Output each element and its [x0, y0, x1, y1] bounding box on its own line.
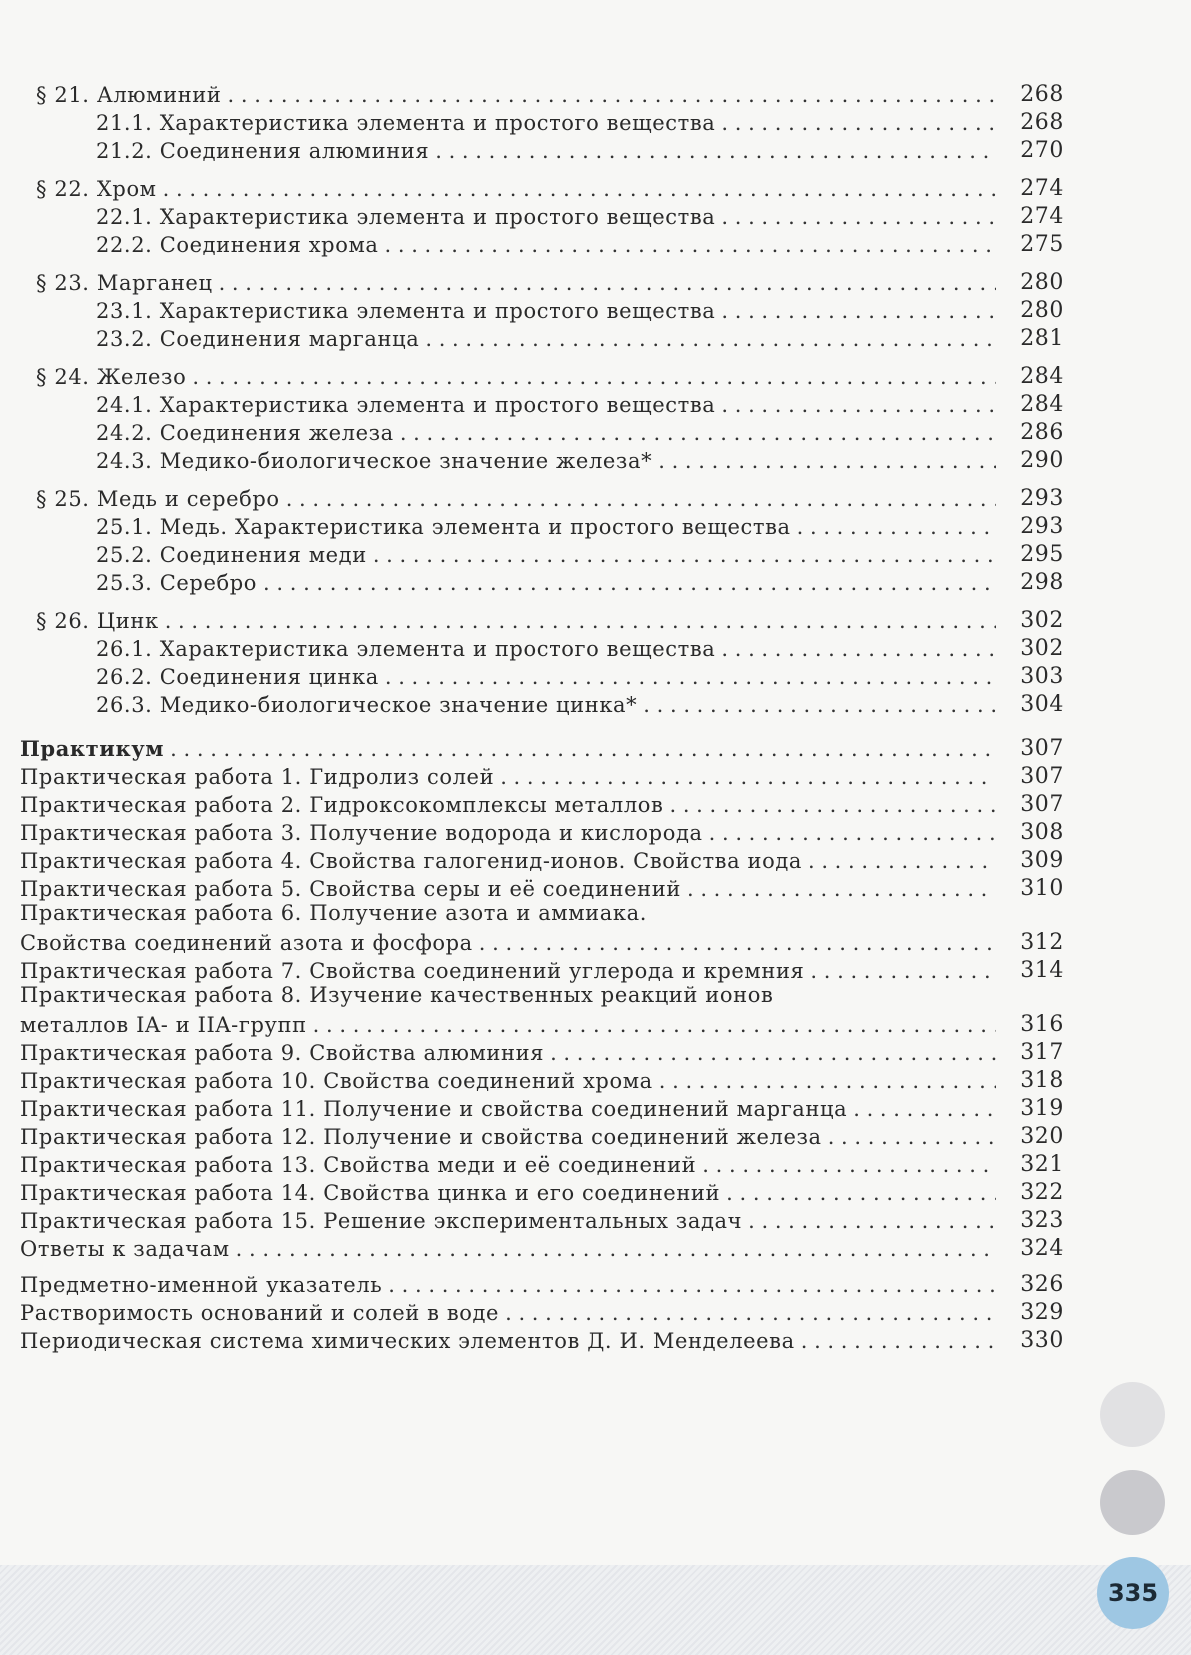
toc-entry-21-2[interactable]	[96, 138, 1064, 164]
dot-leader	[658, 448, 996, 474]
entry-page: 320	[1020, 1124, 1064, 1149]
entry-title: 26.2. Соединения цинка	[96, 665, 379, 689]
entry-title: 24.2. Соединения железа	[96, 421, 394, 445]
footer-band	[0, 1565, 1191, 1655]
toc-entry-21-1[interactable]	[96, 110, 1064, 136]
toc-entry-practicum[interactable]	[20, 736, 1064, 762]
entry-page: 290	[1020, 448, 1064, 473]
entry-title: 23.1. Характеристика элемента и простого вещества	[96, 299, 716, 323]
entry-title: Практикум	[20, 736, 165, 761]
dot-leader	[500, 764, 996, 790]
dot-leader	[505, 1300, 996, 1326]
entry-title: Предметно-именной указатель	[20, 1273, 383, 1297]
dot-leader	[425, 326, 996, 352]
toc-entry-22-1[interactable]	[96, 204, 1064, 230]
entry-page: 319	[1020, 1096, 1064, 1121]
entry-title: 25.2. Соединения меди	[96, 543, 367, 567]
toc-entry-practical-work-4[interactable]	[20, 848, 1064, 874]
toc-entry-practical-work-9[interactable]	[20, 1040, 1064, 1066]
dot-leader	[669, 792, 996, 818]
entry-title: Практическая работа 15. Решение экспериментальных задач	[20, 1209, 743, 1233]
entry-page: 307	[1020, 764, 1064, 789]
entry-page: 317	[1020, 1040, 1064, 1065]
dot-leader	[721, 204, 996, 230]
toc-entry-25-2[interactable]	[96, 542, 1064, 568]
toc-entry-25-1[interactable]	[96, 514, 1064, 540]
entry-page: 274	[1020, 176, 1064, 201]
entry-title: Практическая работа 3. Получение водорода и кислорода	[20, 821, 703, 845]
toc-entry-section-22[interactable]	[36, 176, 1064, 202]
entry-title: § 26. Цинк	[36, 609, 159, 633]
entry-title: § 24. Железо	[36, 365, 187, 389]
entry-title: 22.2. Соединения хрома	[96, 233, 379, 257]
dot-leader	[236, 1236, 996, 1262]
dot-leader	[643, 692, 996, 718]
dot-leader	[435, 138, 996, 164]
entry-title: Свойства соединений азота и фосфора	[20, 931, 473, 955]
dot-leader	[709, 820, 996, 846]
entry-page: 314	[1020, 958, 1064, 983]
dot-leader	[385, 664, 996, 690]
entry-title: металлов IA- и IIA-групп	[20, 1013, 307, 1037]
entry-title: Практическая работа 2. Гидроксокомплексы металлов	[20, 793, 664, 817]
toc-entry-practical-work-2[interactable]	[20, 792, 1064, 818]
entry-page: 307	[1020, 736, 1064, 761]
dot-leader	[687, 876, 996, 902]
entry-title: Практическая работа 5. Свойства серы и её соединений	[20, 877, 681, 901]
entry-title: 26.3. Медико-биологическое значение цинка*	[96, 693, 638, 717]
dot-leader	[659, 1068, 996, 1094]
entry-page: 268	[1020, 110, 1064, 135]
entry-page: 280	[1020, 298, 1064, 323]
practical-work-6-title-line: Практическая работа 6. Получение азота и аммиака.	[20, 901, 648, 925]
toc-entry-section-26[interactable]	[36, 608, 1064, 634]
entry-page: 316	[1020, 1012, 1064, 1037]
entry-page: 284	[1020, 392, 1064, 417]
dot-leader	[479, 930, 996, 956]
toc-entry-practical-work-6[interactable]	[20, 930, 1064, 956]
dot-leader	[721, 110, 996, 136]
toc-entry-24-3[interactable]	[96, 448, 1064, 474]
toc-entry-practical-work-11[interactable]	[20, 1096, 1064, 1122]
entry-page: 275	[1020, 232, 1064, 257]
practical-work-8-title-line: Практическая работа 8. Изучение качественных реакций ионов	[20, 983, 774, 1007]
decorative-circle-light	[1100, 1382, 1165, 1447]
dot-leader	[726, 1180, 996, 1206]
entry-title: 23.2. Соединения марганца	[96, 327, 420, 351]
dot-leader	[808, 848, 996, 874]
toc-entry-practical-work-7[interactable]	[20, 958, 1064, 984]
dot-leader	[702, 1152, 996, 1178]
toc-entry-22-2[interactable]	[96, 232, 1064, 258]
toc-entry-section-24[interactable]	[36, 364, 1064, 390]
entry-title: Практическая работа 12. Получение и свойства соединений железа	[20, 1125, 822, 1149]
toc-entry-23-2[interactable]	[96, 326, 1064, 352]
entry-title: § 23. Марганец	[36, 271, 213, 295]
entry-title: 21.1. Характеристика элемента и простого вещества	[96, 111, 716, 135]
entry-title: 26.1. Характеристика элемента и простого вещества	[96, 637, 716, 661]
dot-leader	[313, 1012, 996, 1038]
dot-leader	[721, 298, 996, 324]
toc-entry-practical-work-13[interactable]	[20, 1152, 1064, 1178]
toc-entry-section-21[interactable]	[36, 82, 1064, 108]
dot-leader	[748, 1208, 996, 1234]
dot-leader	[801, 1328, 996, 1354]
toc-entry-practical-work-5[interactable]	[20, 876, 1064, 902]
entry-title: Практическая работа 9. Свойства алюминия	[20, 1041, 545, 1065]
toc-entry-practical-work-8[interactable]	[20, 1012, 1064, 1038]
entry-page: 323	[1020, 1208, 1064, 1233]
entry-page: 324	[1020, 1236, 1064, 1261]
entry-page: 302	[1020, 608, 1064, 633]
entry-page: 312	[1020, 930, 1064, 955]
entry-title: Практическая работа 14. Свойства цинка и его соединений	[20, 1181, 721, 1205]
entry-page: 270	[1020, 138, 1064, 163]
dot-leader	[828, 1124, 996, 1150]
entry-page: 281	[1020, 326, 1064, 351]
dot-leader	[797, 514, 996, 540]
toc-entry-practical-work-3[interactable]	[20, 820, 1064, 846]
entry-title: § 21. Алюминий	[36, 83, 222, 107]
entry-page: 284	[1020, 364, 1064, 389]
dot-leader	[721, 636, 996, 662]
entry-page: 321	[1020, 1152, 1064, 1177]
dot-leader	[228, 82, 997, 108]
entry-title: Практическая работа 10. Свойства соединений хрома	[20, 1069, 653, 1093]
toc-entry-section-25[interactable]	[36, 486, 1064, 512]
entry-title: Практическая работа 7. Свойства соединений углерода и кремния	[20, 959, 805, 983]
entry-title: Практическая работа 4. Свойства галогенид-ионов. Свойства иода	[20, 849, 802, 873]
toc-entry-26-2[interactable]	[96, 664, 1064, 690]
entry-title: § 25. Медь и серебро	[36, 487, 280, 511]
toc-entry-26-3[interactable]	[96, 692, 1064, 718]
toc-entry-23-1[interactable]	[96, 298, 1064, 324]
entry-page: 329	[1020, 1300, 1064, 1325]
entry-page: 295	[1020, 542, 1064, 567]
entry-page: 280	[1020, 270, 1064, 295]
dot-leader	[219, 270, 996, 296]
entry-page: 293	[1020, 514, 1064, 539]
entry-title: Ответы к задачам	[20, 1237, 230, 1261]
toc-entry-answers[interactable]	[20, 1236, 1064, 1262]
toc-entry-practical-work-14[interactable]	[20, 1180, 1064, 1206]
toc-entry-24-1[interactable]	[96, 392, 1064, 418]
dot-leader	[388, 1272, 996, 1298]
entry-page: 330	[1020, 1328, 1064, 1353]
entry-page: 309	[1020, 848, 1064, 873]
dot-leader	[373, 542, 996, 568]
entry-title: Практическая работа 11. Получение и свойства соединений марганца	[20, 1097, 848, 1121]
toc-entry-periodic-table[interactable]	[20, 1328, 1064, 1354]
entry-title: Практическая работа 1. Гидролиз солей	[20, 765, 495, 789]
entry-page: 308	[1020, 820, 1064, 845]
toc-entry-practical-work-12[interactable]	[20, 1124, 1064, 1150]
entry-page: 322	[1020, 1180, 1064, 1205]
entry-title: Периодическая система химических элементов Д. И. Менделеева	[20, 1329, 795, 1353]
dot-leader	[192, 364, 996, 390]
entry-page: 318	[1020, 1068, 1064, 1093]
dot-leader	[721, 392, 996, 418]
entry-page: 298	[1020, 570, 1064, 595]
dot-leader	[550, 1040, 996, 1066]
entry-title: 22.1. Характеристика элемента и простого вещества	[96, 205, 716, 229]
entry-page: 302	[1020, 636, 1064, 661]
toc-entry-24-2[interactable]	[96, 420, 1064, 446]
toc-entry-section-23[interactable]	[36, 270, 1064, 296]
toc-entry-practical-work-15[interactable]	[20, 1208, 1064, 1234]
entry-title: 25.3. Серебро	[96, 571, 258, 595]
toc-entry-practical-work-10[interactable]	[20, 1068, 1064, 1094]
entry-page: 274	[1020, 204, 1064, 229]
entry-page: 293	[1020, 486, 1064, 511]
dot-leader	[170, 736, 996, 762]
page-number-badge: 335	[1097, 1557, 1169, 1629]
entry-page: 268	[1020, 82, 1064, 107]
toc-entry-26-1[interactable]	[96, 636, 1064, 662]
dot-leader	[163, 176, 996, 202]
entry-title: § 22. Хром	[36, 177, 157, 201]
entry-page: 307	[1020, 792, 1064, 817]
toc-entry-subject-index[interactable]	[20, 1272, 1064, 1298]
entry-page: 326	[1020, 1272, 1064, 1297]
entry-title: 24.1. Характеристика элемента и простого вещества	[96, 393, 716, 417]
entry-title: Практическая работа 13. Свойства меди и её соединений	[20, 1153, 697, 1177]
dot-leader	[400, 420, 996, 446]
dot-leader	[810, 958, 996, 984]
entry-page: 310	[1020, 876, 1064, 901]
entry-page: 304	[1020, 692, 1064, 717]
dot-leader	[853, 1096, 996, 1122]
toc-entry-solubility-table[interactable]	[20, 1300, 1064, 1326]
entry-title: 24.3. Медико-биологическое значение железа*	[96, 449, 653, 473]
dot-leader	[165, 608, 996, 634]
toc-entry-25-3[interactable]	[96, 570, 1064, 596]
entry-page: 286	[1020, 420, 1064, 445]
entry-title: Растворимость оснований и солей в воде	[20, 1301, 500, 1325]
entry-title: 21.2. Соединения алюминия	[96, 139, 430, 163]
dot-leader	[286, 486, 996, 512]
dot-leader	[385, 232, 997, 258]
decorative-circle-dark	[1100, 1470, 1165, 1535]
dot-leader	[263, 570, 996, 596]
entry-page: 303	[1020, 664, 1064, 689]
toc-entry-practical-work-1[interactable]	[20, 764, 1064, 790]
entry-title: 25.1. Медь. Характеристика элемента и простого вещества	[96, 515, 791, 539]
